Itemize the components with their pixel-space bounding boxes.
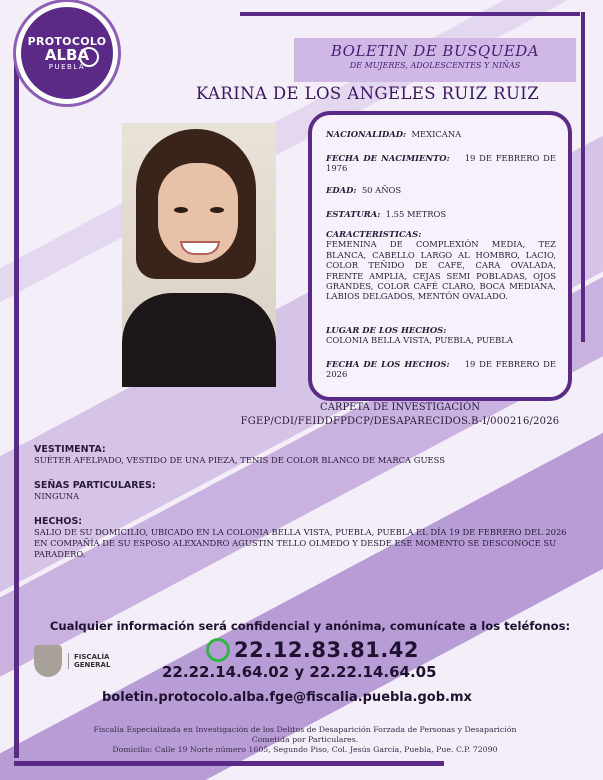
caracteristicas-row: CARACTERISTICAS: FEMENINA DE COMPLEXIÓN MEDIA, TEZ BLANCA, CABELLO LARGO AL HOMBRO, LACIO, COLOR TEÑIDO DE CAFE, CARA OVALADA, FRENTE AMPLIA, CEJAS SEMI POBLADAS, OJOS GRANDES, COLOR CAFÉ CLARO, BOCA MEDIANA, LABIOS DELGADOS, MENTÓN OVALADO. [326, 229, 556, 302]
fecha-hechos-row: FECHA DE LOS HECHOS: 19 DE FEBRERO DE 2026 [326, 359, 556, 380]
right-frame-line [581, 12, 585, 342]
nacimiento-row: FECHA DE NACIMIENTO: 19 DE FEBRERO DE 1976 [326, 153, 556, 174]
missing-person-name: KARINA DE LOS ANGELES RUIZ RUIZ [196, 84, 540, 103]
female-symbol-icon [79, 47, 99, 67]
hechos-section: HECHOS: SALIO DE SU DOMICILIO, UBICADO EN LA COLONIA BELLA VISTA, PUEBLA, PUEBLA EL DÍA 19 DE FEBRERO DEL 2026 EN COMPAÑÍA DE SU ESPOSO ALEXANDRO AGUSTIN TELLO OLMEDO Y DESDE ESE MOMENTO SE DESCONOCE SU PARADERO. [34, 516, 567, 559]
person-photo [122, 123, 276, 387]
estatura-row: ESTATURA: 1.55 METROS [326, 209, 447, 219]
carpeta-investigacion: CARPETA DE INVESTIGACIÓN FGEP/CDI/FEIDDFPDCP/DESAPARECIDOS.B-I/000216/2026 [240, 402, 560, 427]
vestimenta-section: VESTIMENTA: SUÉTER AFELPADO, VESTIDO DE UNA PIEZA, TENIS DE COLOR BLANCO DE MARCA GUESS [34, 444, 445, 465]
secondary-phones[interactable]: 22.22.14.64.02 y 22.22.14.64.05 [162, 663, 437, 681]
top-frame-line [240, 12, 580, 16]
bottom-frame-line [14, 761, 444, 766]
emblem-icon [34, 645, 62, 677]
fiscalia-logo: FISCALÍA GENERAL [34, 641, 154, 681]
whatsapp-icon [206, 638, 230, 662]
senas-section: SEÑAS PARTICULARES: NINGUNA [34, 480, 156, 501]
footer: Fiscalía Especializada en Investigación de los Delitos de Desaparición Forzada de Personas y Desaparición Cometida por Particulares. Domicilio: Calle 19 Norte número 1605, Segundo Piso, Col. Jesús García, Puebla, Pue. C.P. 72090 [93, 725, 517, 754]
bulletin-subtitle: DE MUJERES, ADOLESCENTES Y NIÑAS [349, 61, 521, 70]
main-phone[interactable]: 22.12.83.81.42 [206, 638, 419, 662]
protocolo-alba-logo: PROTOCOLO ALBA PUEBLA [16, 2, 118, 104]
contact-email[interactable]: boletin.protocolo.alba.fge@fiscalia.puebla.gob.mx [102, 690, 472, 705]
bulletin-banner [294, 38, 576, 82]
nacionalidad-row: NACIONALIDAD: MEXICANA [326, 129, 462, 139]
lugar-row: LUGAR DE LOS HECHOS: COLONIA BELLA VISTA, PUEBLA, PUEBLA [326, 325, 513, 346]
edad-row: EDAD: 50 AÑOS [326, 185, 402, 195]
left-frame-line [14, 58, 19, 758]
bulletin-title: BOLETIN DE BUSQUEDA [330, 42, 540, 60]
info-box [308, 111, 572, 401]
contact-heading: Cualquier información será confidencial y anónima, comunícate a los teléfonos: [49, 619, 571, 633]
